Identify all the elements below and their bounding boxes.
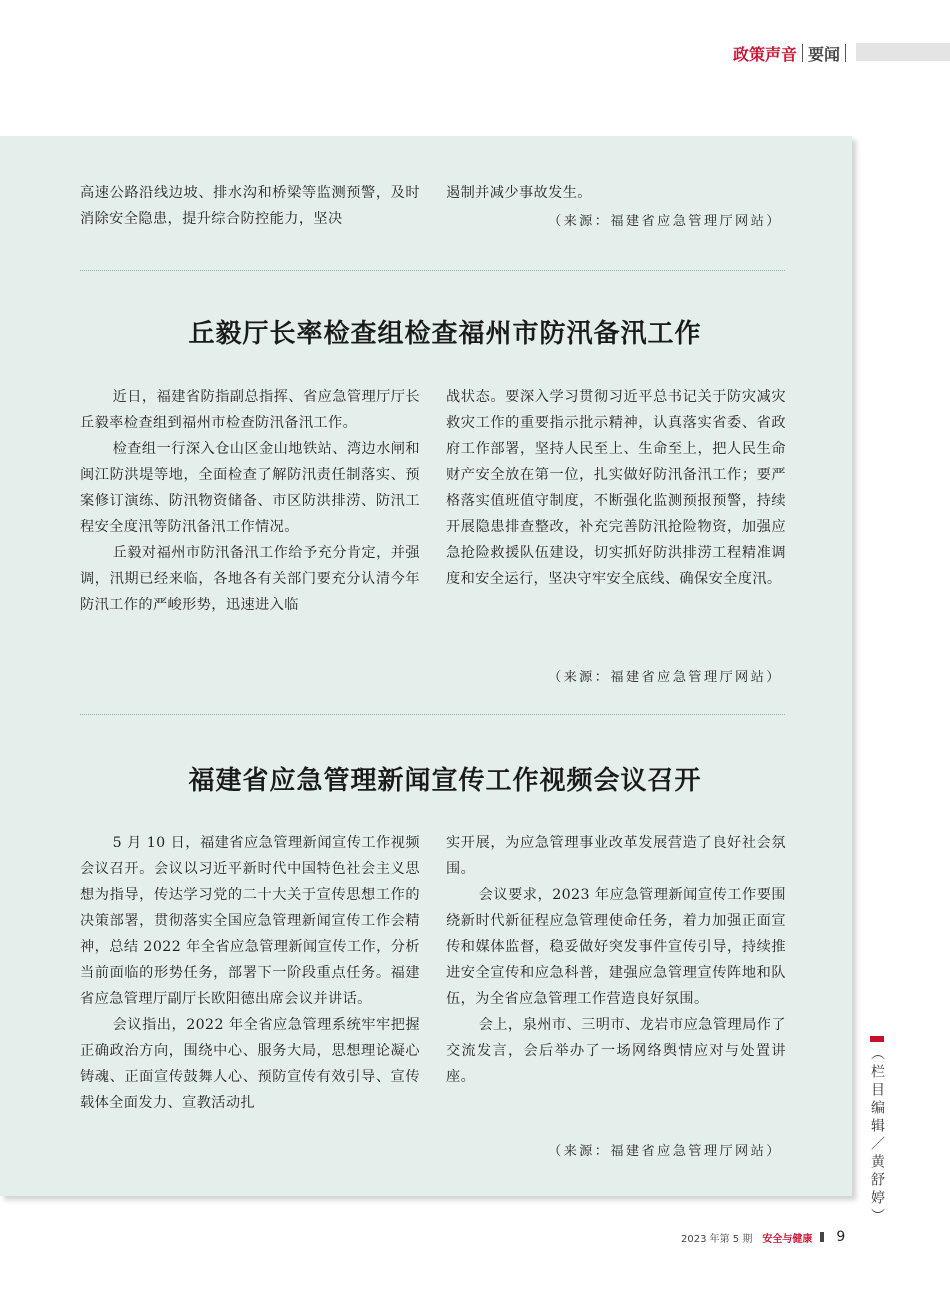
article2-right-column xyxy=(446,384,786,592)
paragraph: 战状态。要深入学习贯彻习近平总书记关于防灾减灾救灾工作的重要指示批示精神，认真落实省委、省政府工作部署，坚持人民至上、生命至上，把人民生命财产安全放在第一位，扎实做好防汛备汛工作；要严格落实值班值守制度，不断强化监测预报预警，持续开展隐患排查整改，补充完善防汛抢险物资，加强应急抢险救援队伍建设，切实抓好防洪排涝工程精准调度和安全运行，坚决守牢安全底线、确保安全度汛。 xyxy=(446,389,786,587)
section-header xyxy=(733,40,846,66)
article2-left-column xyxy=(80,384,420,618)
article3-right-column xyxy=(446,830,786,1090)
article1-left-column xyxy=(80,180,420,232)
section-name: 政策声音 xyxy=(733,44,798,64)
divider xyxy=(80,714,785,715)
editor-credit xyxy=(864,1036,890,1226)
divider xyxy=(80,270,785,271)
article1-source: （来源：福建省应急管理厅网站） xyxy=(548,214,782,229)
paragraph: 会议要求，2023 年应急管理新闻宣传工作要围绕新时代新征程应急管理使命任务，着力加强正面宣传和媒体监督，稳妥做好突发事件宣传引导，持续推进安全宣传和应急科普，建强应急管理宣传阵地和队伍，为全省应急管理工作营造良好氛围。 xyxy=(446,887,786,1007)
paragraph: 丘毅对福州市防汛备汛工作给予充分肯定，并强调，汛期已经来临，各地各有关部门要充分认清今年防汛工作的严峻形势，迅速进入临 xyxy=(80,545,420,613)
issue-label: 2023 年第 5 期 xyxy=(681,1233,753,1245)
article2-source: （来源：福建省应急管理厅网站） xyxy=(548,670,782,685)
paragraph: 检查组一行深入仓山区金山地铁站、湾边水闸和闽江防洪堤等地，全面检查了解防汛责任制落实、预案修订演练、防汛物资储备、市区防洪排涝、防汛工程安全度汛等防汛备汛工作情况。 xyxy=(80,441,420,535)
paragraph: 遏制并减少事故发生。 xyxy=(446,185,592,201)
article1-right-column xyxy=(446,180,786,206)
paragraph: 近日，福建省防指副总指挥、省应急管理厅厅长丘毅率检查组到福州市检查防汛备汛工作。 xyxy=(80,389,420,431)
page-footer xyxy=(681,1229,845,1245)
paragraph: 会议指出，2022 年全省应急管理系统牢牢把握正确政治方向，围绕中心、服务大局，思想理论凝心铸魂、正面宣传鼓舞人心、预防宣传有效引导、宣传载体全面发力、宣教活动扎 xyxy=(80,1017,420,1111)
article3-title: 福建省应急管理新闻宣传工作视频会议召开 xyxy=(188,766,702,796)
header-separator xyxy=(802,44,803,62)
accent-mark xyxy=(870,1036,884,1042)
article3-left-column xyxy=(80,830,420,1116)
paragraph: 5 月 10 日，福建省应急管理新闻宣传工作视频会议召开。会议以习近平新时代中国特色社会主义思想为指导，传达学习党的二十大关于宣传思想工作的决策部署，贯彻落实全国应急管理新闻宣传工作会精神，总结 2022 年全省应急管理新闻宣传工作，分析当前面临的形势任务，部署下一阶段重点任务。福建省应急管理厅副厅长欧阳德出席会议并讲话。 xyxy=(80,835,420,1007)
header-strip xyxy=(856,43,950,61)
paragraph: 实开展，为应急管理事业改革发展营造了良好社会氛围。 xyxy=(446,835,786,877)
subsection-name: 要闻 xyxy=(808,44,841,64)
header-separator xyxy=(845,44,846,62)
paragraph: 会上，泉州市、三明市、龙岩市应急管理局作了交流发言，会后举办了一场网络舆情应对与处置讲座。 xyxy=(446,1017,786,1085)
magazine-name: 安全与健康 xyxy=(762,1233,813,1245)
footer-block xyxy=(820,1232,824,1242)
paragraph: 高速公路沿线边坡、排水沟和桥梁等监测预警，及时消除安全隐患，提升综合防控能力，坚决 xyxy=(80,185,420,227)
page-number: 9 xyxy=(836,1229,846,1245)
article2-title: 丘毅厅长率检查组检查福州市防汛备汛工作 xyxy=(188,319,702,349)
editor-credit-text: （栏目编辑／黄舒婷） xyxy=(869,1046,885,1226)
article3-source: （来源：福建省应急管理厅网站） xyxy=(548,1144,782,1159)
